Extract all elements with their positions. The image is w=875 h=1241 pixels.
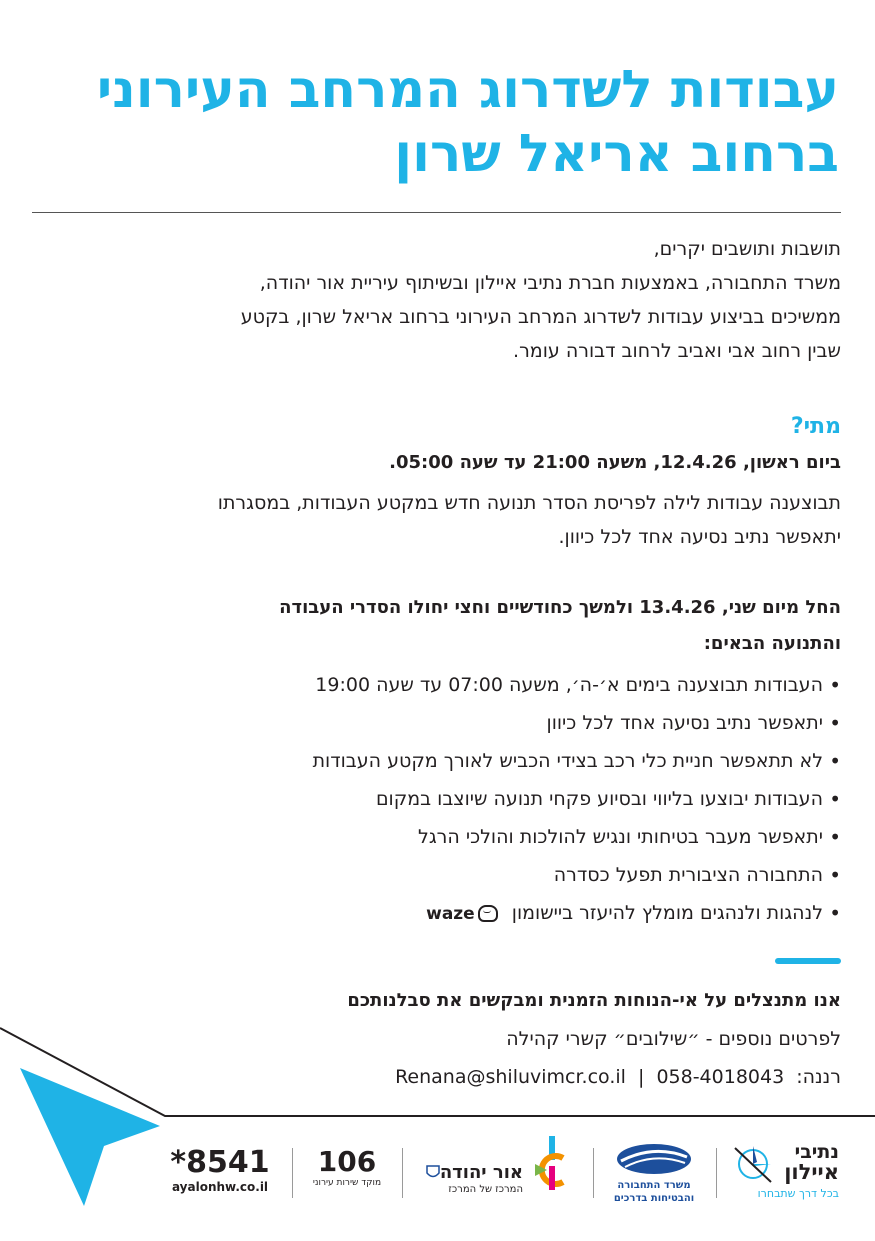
night-works-paragraph: [31, 486, 841, 554]
list-item: • העבודות יבוצעו בליווי ובסיוע פקחי תנועה שיוצבו במקום: [41, 780, 841, 818]
list-item: • לנהגות ולנהגים מומלץ להיעזר ביישומון waze: [41, 894, 841, 932]
list-item: • התחבורה הציבורית תפעל כסדרה: [41, 856, 841, 894]
hotline-label: מוקד שירות עירוני: [312, 1178, 382, 1188]
waze-icon: [478, 905, 498, 922]
arrangements-heading-line-1: החל מיום שני, 13.4.26 ולמשך כחודשיים וחצי יחולו הסדרי העבודה: [279, 597, 841, 618]
ayalon-name-line-2: איילון: [784, 1160, 839, 1184]
list-item: • יתאפשר נתיב נסיעה אחד לכל כיוון: [41, 704, 841, 742]
or-yehuda-crest-icon: [425, 1164, 441, 1180]
arrangements-list: [41, 666, 841, 932]
list-item: • יתאפשר מעבר בטיחותי ונגיש להולכות והולכי הרגל: [41, 818, 841, 856]
footer-divider: [402, 1148, 403, 1198]
footer-divider: [593, 1148, 594, 1198]
intro-line-1: תושבות ותושבים יקרים,: [653, 238, 841, 260]
ayalon-highways-logo: [731, 1142, 839, 1204]
night-line-1: תבוצענה עבודות לילה לפריסת הסדר תנועה חדש במקטע העבודות, במסגרתו: [217, 492, 841, 514]
ministry-emblem-icon: [615, 1142, 693, 1176]
intro-line-4: שבין רחוב אבי ואביב לרחוב דבורה עומר.: [513, 340, 841, 362]
or-yehuda-logo: [425, 1136, 575, 1200]
or-yehuda-emblem-icon: [529, 1136, 575, 1192]
contact-email[interactable]: Renana@shiluvimcr.co.il: [395, 1066, 626, 1088]
ayalon-contact: [165, 1146, 275, 1200]
ayalon-name-line-1: נתיבי: [794, 1141, 839, 1163]
blue-arrow-shape: [20, 1068, 160, 1206]
when-heading: מתי?: [790, 414, 841, 439]
title-divider: [32, 212, 841, 213]
footer-divider: [716, 1148, 717, 1198]
contact-line: [395, 1066, 841, 1088]
municipal-hotline: [309, 1146, 385, 1200]
contact-separator: |: [637, 1066, 645, 1088]
waze-wordmark: waze: [426, 903, 475, 924]
ayalon-compass-icon: [731, 1142, 775, 1186]
ministry-transport-logo: [611, 1142, 697, 1206]
waze-logo: [426, 895, 498, 933]
or-yehuda-name: אור יהודה: [439, 1162, 523, 1183]
ayalon-website[interactable]: ayalonhw.co.il: [171, 1180, 269, 1194]
hotline-number[interactable]: 106: [317, 1145, 377, 1178]
arrangements-heading: [41, 590, 841, 662]
accent-bar: [775, 958, 841, 964]
title-line-2: ברחוב אריאל שרון: [394, 124, 839, 184]
ministry-name-line-1: משרד התחבורה: [617, 1180, 691, 1191]
footer-divider: [292, 1148, 293, 1198]
contact-phone[interactable]: 058-4018043: [656, 1066, 785, 1088]
arrangements-heading-line-2: והתנועה הבאים:: [703, 633, 841, 654]
apology-text: אנו מתנצלים על אי-הנוחות הזמנית ומבקשים את סבלנותכם: [347, 990, 841, 1011]
when-date-line: ביום ראשון, 12.4.26, משעה 21:00 עד שעה 05:00.: [389, 452, 841, 473]
intro-line-3: ממשיכים בביצוע עבודות לשדרוג המרחב העירוני ברחוב אריאל שרון, בקטע: [240, 306, 841, 328]
ayalon-slogan: בכל דרך שתבחרו: [757, 1187, 839, 1200]
list-item: • העבודות תבוצענה בימים א׳-ה׳, משעה 07:00 עד שעה 19:00: [41, 666, 841, 704]
ministry-name-line-2: והבטיחות בדרכים: [613, 1193, 695, 1204]
page-title: [19, 58, 839, 186]
intro-line-2: משרד התחבורה, באמצעות חברת נתיבי איילון ובשיתוף עיריית אור יהודה,: [259, 272, 841, 294]
details-text: לפרטים נוספים - ״שילובים״ קשרי קהילה: [506, 1028, 841, 1050]
title-line-1: עבודות לשדרוג המרחב העירוני: [96, 60, 839, 120]
contact-name: רננה:: [796, 1066, 841, 1088]
intro-paragraph: [31, 232, 841, 368]
night-line-2: יתאפשר נתיב נסיעה אחד לכל כיוון.: [558, 526, 841, 548]
ayalon-phone[interactable]: *8541: [170, 1145, 270, 1180]
or-yehuda-slogan: המרכז של המרכז: [448, 1184, 523, 1195]
list-item: • לא תתאפשר חניית כלי רכב בצידי הכביש לאורך מקטע העבודות: [41, 742, 841, 780]
